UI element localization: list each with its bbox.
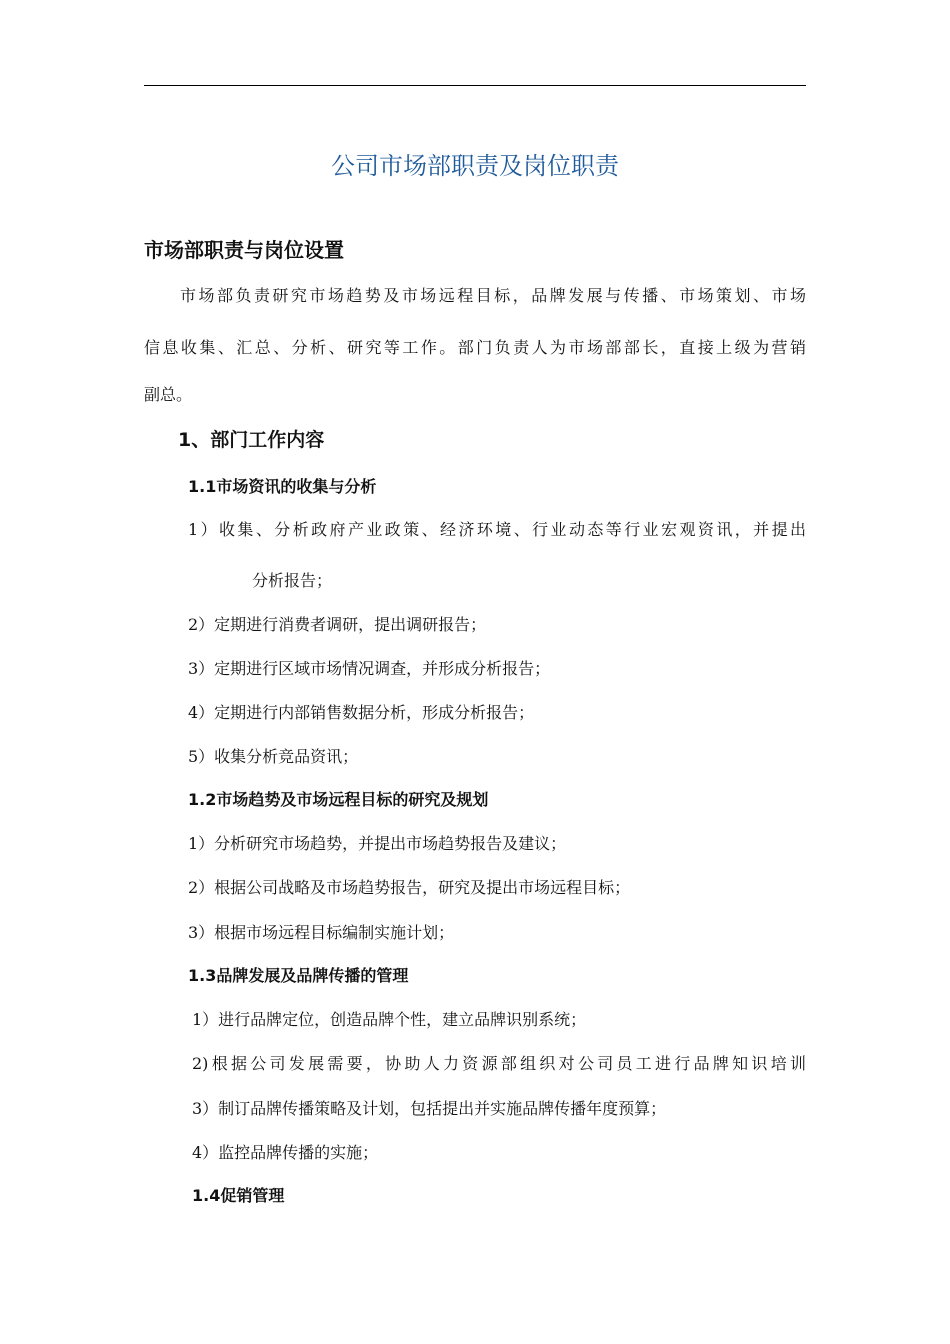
item-1-3-2: 2)根据公司发展需要，协助人力资源部组织对公司员工进行品牌知识培训	[192, 1054, 806, 1073]
intro-line-1: 市场部负责研究市场趋势及市场远程目标，品牌发展与传播、市场策划、市场	[180, 286, 806, 305]
dept-work-heading: 1、部门工作内容	[178, 429, 325, 451]
subsection-1-4-heading: 1.4促销管理	[192, 1186, 285, 1205]
subsection-1-1-heading: 1.1市场资讯的收集与分析	[188, 477, 377, 496]
item-1-3-3: 3）制订品牌传播策略及计划，包括提出并实施品牌传播年度预算；	[192, 1099, 667, 1118]
item-1-1-3: 3）定期进行区域市场情况调查，并形成分析报告；	[188, 659, 551, 678]
subsection-1-2-heading: 1.2市场趋势及市场远程目标的研究及规划	[188, 790, 489, 809]
intro-line-3: 副总。	[144, 385, 193, 404]
item-1-1-1: 1）收集、分析政府产业政策、经济环境、行业动态等行业宏观资讯，并提出	[188, 520, 806, 539]
section-heading: 市场部职责与岗位设置	[144, 238, 344, 262]
item-1-1-4: 4）定期进行内部销售数据分析，形成分析报告；	[188, 703, 535, 722]
item-1-3-1: 1）进行品牌定位，创造品牌个性，建立品牌识别系统；	[192, 1010, 587, 1029]
item-1-2-3: 3）根据市场远程目标编制实施计划；	[188, 923, 455, 942]
item-1-2-2: 2）根据公司战略及市场趋势报告，研究及提出市场远程目标；	[188, 878, 631, 897]
item-1-2-1: 1）分析研究市场趋势，并提出市场趋势报告及建议；	[188, 834, 567, 853]
document-title: 公司市场部职责及岗位职责	[331, 152, 619, 180]
subsection-1-3-heading: 1.3品牌发展及品牌传播的管理	[188, 966, 409, 985]
intro-line-2: 信息收集、汇总、分析、研究等工作。部门负责人为市场部部长，直接上级为营销	[144, 338, 806, 357]
item-1-1-2: 2）定期进行消费者调研，提出调研报告；	[188, 615, 487, 634]
header-rule	[144, 85, 806, 86]
item-1-1-1-cont: 分析报告；	[252, 571, 333, 590]
item-1-3-4: 4）监控品牌传播的实施；	[192, 1143, 379, 1162]
item-1-1-5: 5）收集分析竞品资讯；	[188, 747, 359, 766]
